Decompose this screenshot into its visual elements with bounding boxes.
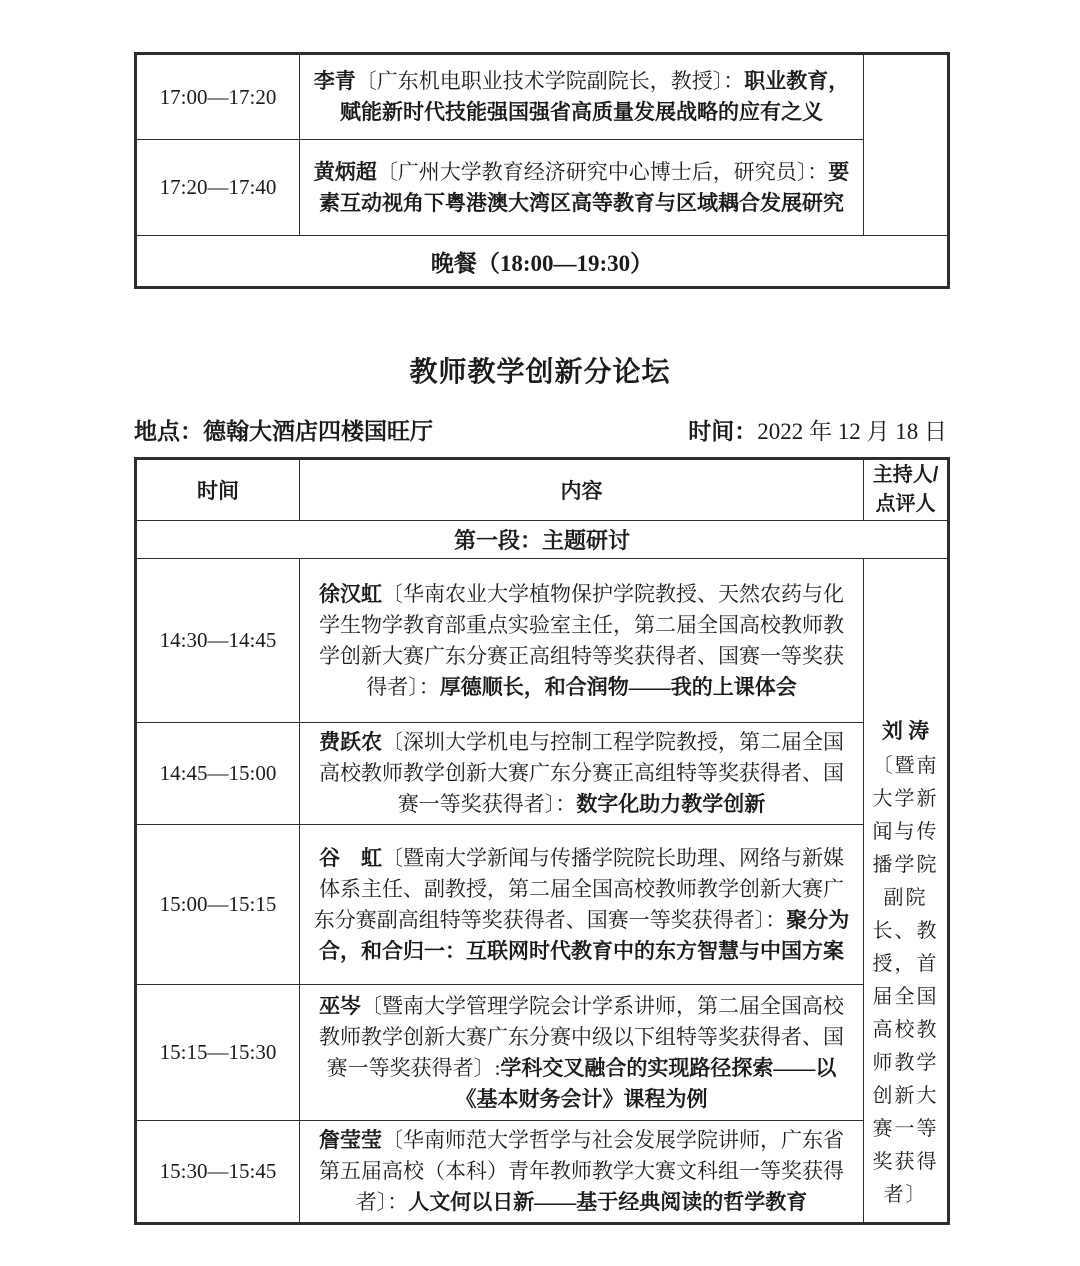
moderator-cell — [864, 559, 949, 1224]
location-label: 地点： — [134, 418, 203, 444]
header-moderator-line2: 点评人 — [875, 493, 936, 515]
table-row — [136, 559, 949, 723]
speaker-affiliation: 〔广州大学教育经济研究中心博士后，研究员〕： — [376, 159, 829, 184]
location-value: 德翰大酒店四楼国旺厅 — [203, 418, 433, 444]
speaker-name: 李青 — [313, 69, 356, 93]
speaker-affiliation: 〔华南师范大学哲学与社会发展学院讲师，广东省第五届高校（本科）青年教师教学大赛文科组一等奖获得者〕： — [319, 1128, 844, 1214]
talk-topic: 要素互动视角下粤港澳大湾区高等教育与区域耦合发展研究 — [319, 159, 850, 215]
speaker-affiliation: 〔广东机电职业技术学院副院长，教授〕： — [355, 69, 745, 93]
speaker-name: 徐汉虹 — [319, 581, 382, 606]
table-row-dinner — [136, 236, 949, 288]
schedule-table-top — [134, 52, 950, 289]
talk-topic: 职业教育，赋能新时代技能强国强省高质量发展战略的应有之义 — [340, 69, 850, 124]
location-text — [134, 413, 433, 446]
schedule-table-forum — [134, 457, 950, 1225]
table-header-row — [136, 459, 949, 521]
content-cell — [300, 825, 864, 985]
time-cell: 17:20—17:40 — [136, 140, 300, 236]
time-cell: 17:00—17:20 — [136, 54, 300, 140]
header-moderator — [864, 459, 949, 521]
speaker-affiliation: 〔暨南大学管理学院会计学系讲师，第二届全国高校教师教学创新大赛广东分赛中级以下组特等奖获得者、国赛一等奖获得者〕: — [319, 993, 844, 1080]
table-row — [136, 140, 949, 236]
section-row — [136, 521, 949, 559]
talk-topic: 聚分为合，和合归一：互联网时代教育中的东方智慧与中国方案 — [319, 907, 850, 963]
moderator-description: 〔暨南大学新闻与传播学院副院长、教授，首届全国高校教师教学创新大赛一等奖获得者〕 — [872, 755, 939, 1206]
section-title-cell: 第一段：主题研讨 — [136, 521, 949, 559]
time-cell: 14:45—15:00 — [136, 723, 300, 825]
talk-topic: 人文何以日新——基于经典阅读的哲学教育 — [408, 1190, 808, 1214]
talk-topic: 厚德顺长，和合润物——我的上课体会 — [439, 674, 797, 699]
talk-topic: 学科交叉融合的实现路径探索——以《基本财务会计》课程为例 — [455, 1055, 837, 1111]
moderator-name: 刘 涛 — [881, 719, 930, 743]
time-cell: 15:30—15:45 — [136, 1121, 300, 1224]
header-content: 内容 — [300, 459, 864, 521]
dinner-break-cell: 晚餐（18:00—19:30） — [136, 236, 949, 288]
content-cell — [300, 985, 864, 1121]
meta-row — [134, 413, 947, 446]
forum-title: 教师教学创新分论坛 — [409, 356, 671, 387]
datetime-text — [688, 413, 947, 446]
table-row — [136, 1121, 949, 1224]
table-row — [136, 985, 949, 1121]
content-cell — [300, 723, 864, 825]
header-time: 时间 — [136, 459, 300, 521]
datetime-value: 2022 年 12 月 18 日 — [757, 419, 947, 444]
talk-topic: 数字化助力教学创新 — [576, 792, 766, 816]
table-row — [136, 723, 949, 825]
time-cell: 15:00—15:15 — [136, 825, 300, 985]
speaker-affiliation: 〔暨南大学新闻与传播学院院长助理、网络与新媒体系主任、副教授，第二届全国高校教师教学创新大赛广东分赛副高组特等奖获得者、国赛一等奖获得者〕： — [313, 845, 844, 932]
time-cell: 15:15—15:30 — [136, 985, 300, 1121]
speaker-affiliation: 〔深圳大学机电与控制工程学院教授，第二届全国高校教师教学创新大赛广东分赛正高组特等奖获得者、国赛一等奖获得者〕： — [319, 730, 844, 816]
moderator-cell-empty — [864, 54, 949, 236]
speaker-name: 詹莹莹 — [319, 1128, 382, 1152]
content-cell — [300, 559, 864, 723]
content-cell — [300, 140, 864, 236]
speaker-affiliation: 〔华南农业大学植物保护学院教授、天然农药与化学生物学教育部重点实验室主任，第二届全国高校教师教学创新大赛广东分赛正高组特等奖获得者、国赛一等奖获得者〕： — [319, 581, 844, 699]
speaker-name: 费跃农 — [319, 730, 382, 754]
table-row — [136, 54, 949, 140]
speaker-name: 谷 虹 — [319, 845, 382, 870]
content-cell — [300, 54, 864, 140]
header-moderator-line1: 主持人/ — [872, 464, 939, 486]
content-cell — [300, 1121, 864, 1224]
datetime-label: 时间： — [688, 418, 758, 444]
table-row — [136, 825, 949, 985]
speaker-name: 黄炳超 — [313, 159, 377, 184]
speaker-name: 巫岑 — [319, 993, 361, 1018]
time-cell: 14:30—14:45 — [136, 559, 300, 723]
